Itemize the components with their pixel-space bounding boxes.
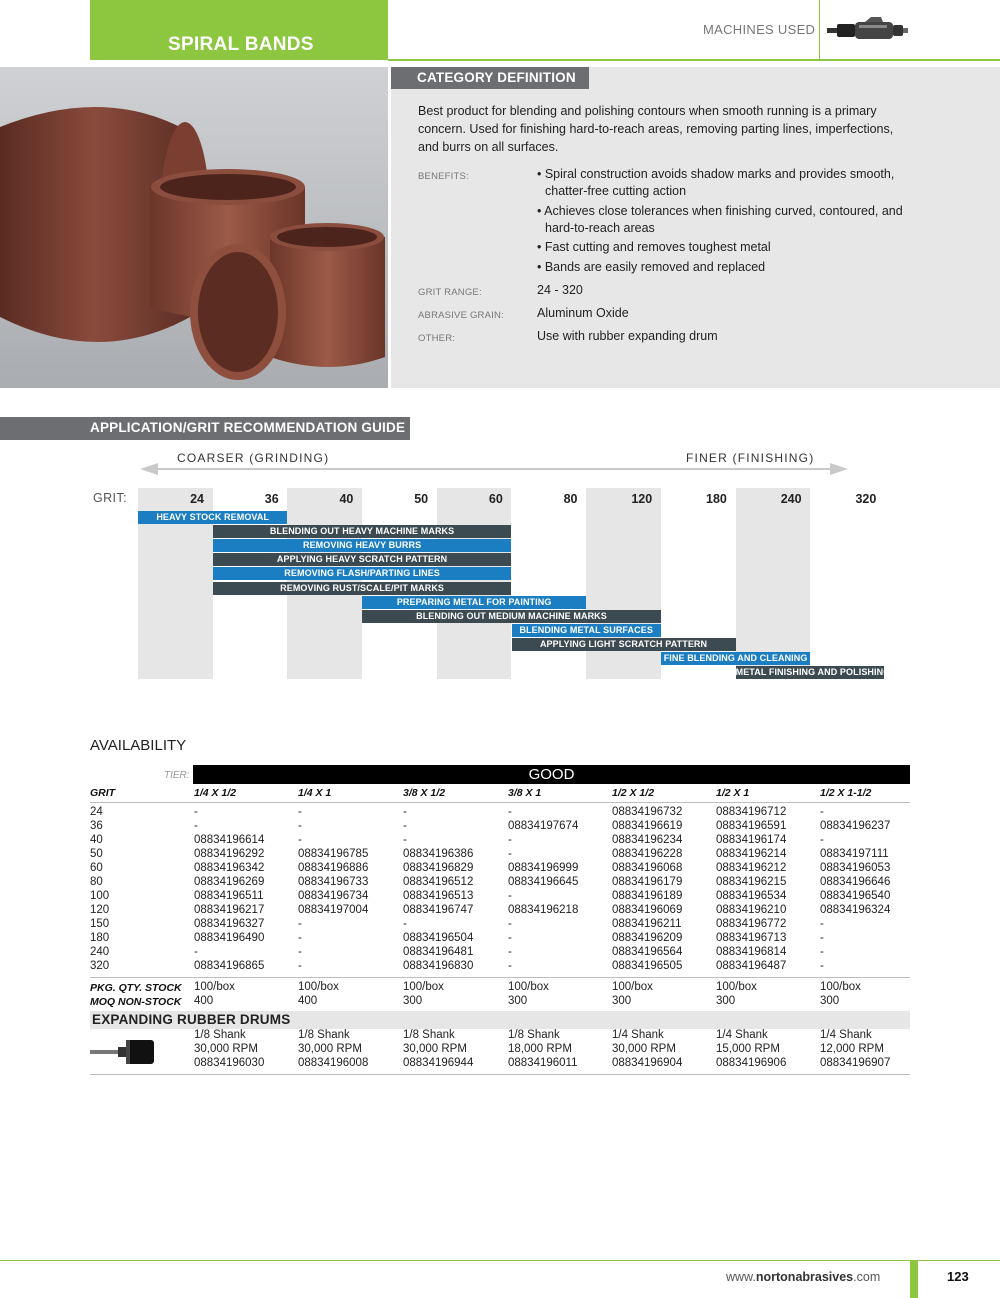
part-number-cell: 08834196215	[716, 876, 787, 888]
pkg-qty-cell: 100/box	[403, 981, 444, 993]
category-heading: CATEGORY DEFINITION	[391, 67, 589, 89]
tier-good-bar: GOOD	[193, 765, 910, 784]
drums-title: EXPANDING RUBBER DRUMS	[92, 1012, 291, 1027]
part-number-cell: -	[820, 960, 824, 972]
grit-axis-label: GRIT:	[93, 491, 127, 505]
grit-value: 40	[339, 492, 354, 506]
drum-rpm: 30,000 RPM	[403, 1043, 467, 1055]
part-number-cell: 08834196234	[612, 834, 683, 846]
size-column-header: 3/8 X 1	[508, 787, 542, 799]
drum-part-number: 08834196011	[508, 1057, 578, 1069]
pkg-qty-cell: 100/box	[716, 981, 757, 993]
part-number-cell: -	[508, 806, 512, 818]
part-number-cell: 08834196614	[194, 834, 265, 846]
part-number-cell: -	[298, 806, 302, 818]
drum-rpm: 12,000 RPM	[820, 1043, 884, 1055]
header-rule	[388, 59, 1000, 61]
part-number-cell: 08834196829	[403, 862, 474, 874]
table-divider	[90, 977, 910, 978]
part-number-cell: 08834196733	[298, 876, 369, 888]
abrasive-grain-value: Aluminum Oxide	[537, 306, 629, 320]
row-grit: 180	[90, 932, 110, 944]
part-number-cell: -	[508, 918, 512, 930]
part-number-cell: 08834196712	[716, 806, 787, 818]
row-grit: 40	[90, 834, 103, 846]
drum-part-number: 08834196904	[612, 1057, 683, 1069]
grit-column-shade	[736, 488, 811, 679]
application-bar: APPLYING LIGHT SCRATCH PATTERN	[512, 638, 736, 651]
part-number-cell: 08834196481	[403, 946, 474, 958]
part-number-cell: 08834196734	[298, 890, 369, 902]
part-number-cell: 08834196645	[508, 876, 579, 888]
grit-value: 24	[190, 492, 204, 506]
part-number-cell: 08834196505	[612, 960, 683, 972]
drum-part-number: 08834196944	[403, 1057, 474, 1069]
part-number-cell: 08834196504	[403, 932, 474, 944]
part-number-cell: 08834197674	[508, 820, 579, 832]
benefit-item: • Spiral construction avoids shadow marks and provides smooth, chatter-free cutting action	[537, 167, 895, 198]
part-number-cell: -	[820, 932, 824, 944]
part-number-cell: 08834196772	[716, 918, 787, 930]
part-number-cell: 08834196210	[716, 904, 787, 916]
size-column-header: 3/8 X 1/2	[403, 787, 446, 799]
pkg-qty-cell: 100/box	[612, 981, 653, 993]
grit-value: 60	[488, 492, 503, 506]
part-number-cell: 08834196564	[612, 946, 683, 958]
part-number-cell: -	[508, 946, 512, 958]
part-number-cell: 08834196619	[612, 820, 683, 832]
part-number-cell: -	[403, 820, 407, 832]
other-label: OTHER:	[418, 333, 456, 344]
grit-value: 240	[780, 492, 802, 506]
row-grit: 150	[90, 918, 110, 930]
application-bar: BLENDING METAL SURFACES	[512, 624, 661, 637]
drum-rpm: 30,000 RPM	[298, 1043, 362, 1055]
part-number-cell: 08834196212	[716, 862, 787, 874]
moq-cell: 400	[194, 995, 214, 1007]
part-number-cell: 08834196747	[403, 904, 474, 916]
drum-shank: 1/8 Shank	[194, 1029, 246, 1041]
grit-value: 120	[631, 492, 653, 506]
moq-cell: 300	[612, 995, 632, 1007]
part-number-cell: 08834196865	[194, 960, 265, 972]
rubber-drum-icon	[90, 1037, 156, 1067]
drum-shank: 1/4 Shank	[612, 1029, 664, 1041]
part-number-cell: 08834196342	[194, 862, 265, 874]
size-column-header: 1/2 X 1	[716, 787, 750, 799]
tier-label: TIER:	[164, 770, 190, 781]
row-grit: 120	[90, 904, 110, 916]
grit-value: 80	[563, 492, 578, 506]
drum-shank: 1/4 Shank	[820, 1029, 872, 1041]
footer-rule	[0, 1260, 1000, 1261]
part-number-cell: -	[194, 946, 198, 958]
size-column-header: 1/4 X 1/2	[194, 787, 237, 799]
moq-cell: 400	[298, 995, 318, 1007]
drum-shank: 1/8 Shank	[508, 1029, 560, 1041]
part-number-cell: 08834196732	[612, 806, 683, 818]
part-number-cell: -	[820, 918, 824, 930]
url-suffix: .com	[853, 1270, 881, 1284]
page-number: 123	[947, 1269, 969, 1284]
row-grit: 50	[90, 848, 103, 860]
url-domain: nortonabrasives	[755, 1270, 854, 1284]
part-number-cell: 08834196214	[716, 848, 787, 860]
drum-shank: 1/8 Shank	[403, 1029, 455, 1041]
row-grit: 60	[90, 862, 103, 874]
moq-cell: 300	[403, 995, 423, 1007]
arrow-left-icon	[140, 463, 158, 475]
pkg-qty-cell: 100/box	[508, 981, 549, 993]
part-number-cell: 08834196386	[403, 848, 474, 860]
part-number-cell: 08834196053	[820, 862, 891, 874]
part-number-cell: -	[298, 960, 302, 972]
part-number-cell: 08834196292	[194, 848, 265, 860]
product-photo	[0, 67, 388, 388]
part-number-cell: 08834196237	[820, 820, 891, 832]
application-bar: REMOVING FLASH/PARTING LINES	[213, 567, 512, 580]
die-grinder-icon	[825, 16, 910, 46]
pkg-qty-cell: 100/box	[194, 981, 235, 993]
benefit-item: • Achieves close tolerances when finishing curved, contoured, and hard-to-reach areas	[537, 204, 903, 235]
part-number-cell: 08834196713	[716, 932, 787, 944]
drum-part-number: 08834196907	[820, 1057, 891, 1069]
coarser-label: COARSER (GRINDING)	[177, 451, 330, 465]
grit-value: 50	[414, 492, 429, 506]
part-number-cell: 08834196646	[820, 876, 891, 888]
row-grit: 240	[90, 946, 110, 958]
part-number-cell: 08834196174	[716, 834, 787, 846]
application-bar: PREPARING METAL FOR PAINTING	[362, 596, 586, 609]
drum-rpm: 30,000 RPM	[612, 1043, 676, 1055]
category-description: Best product for blending and polishing contours when smooth running is a primary concern. Used for finishing hard-to-reach areas, removing parting lines, imperfections, and burrs on all surfaces.	[418, 104, 894, 154]
moq-cell: 300	[716, 995, 736, 1007]
part-number-cell: 08834196069	[612, 904, 683, 916]
guide-heading: APPLICATION/GRIT RECOMMENDATION GUIDE	[0, 417, 410, 440]
machines-used-label: MACHINES USED	[703, 22, 816, 37]
abrasive-grain-label: ABRASIVE GRAIN:	[418, 310, 504, 321]
application-bar: BLENDING OUT MEDIUM MACHINE MARKS	[362, 610, 661, 623]
pkg-qty-cell: 100/box	[298, 981, 339, 993]
part-number-cell: -	[194, 806, 198, 818]
finer-label: FINER (FINISHING)	[686, 451, 815, 465]
drum-shank: 1/4 Shank	[716, 1029, 768, 1041]
part-number-cell: -	[820, 806, 824, 818]
part-number-cell: -	[508, 834, 512, 846]
part-number-cell: -	[820, 946, 824, 958]
part-number-cell: 08834196512	[403, 876, 474, 888]
application-bar: BLENDING OUT HEAVY MACHINE MARKS	[213, 525, 512, 538]
arrow-right-icon	[830, 463, 848, 475]
table-divider	[90, 1074, 910, 1075]
drum-rpm: 18,000 RPM	[508, 1043, 572, 1055]
grit-value: 180	[706, 492, 727, 506]
application-bar: APPLYING HEAVY SCRATCH PATTERN	[213, 553, 512, 566]
application-bar: FINE BLENDING AND CLEANING	[661, 652, 810, 665]
part-number-cell: -	[298, 946, 302, 958]
other-value: Use with rubber expanding drum	[537, 329, 718, 343]
part-number-cell: 08834196228	[612, 848, 683, 860]
benefit-item: • Fast cutting and removes toughest metal	[537, 240, 771, 254]
part-number-cell: 08834196179	[612, 876, 683, 888]
part-number-cell: 08834196785	[298, 848, 369, 860]
part-number-cell: 08834196217	[194, 904, 265, 916]
part-number-cell: 08834196814	[716, 946, 787, 958]
part-number-cell: 08834196511	[194, 890, 264, 902]
row-grit: 36	[90, 820, 103, 832]
drum-rpm: 30,000 RPM	[194, 1043, 258, 1055]
grit-value: 320	[855, 492, 877, 506]
part-number-cell: 08834196068	[612, 862, 683, 874]
grit-range-value: 24 - 320	[537, 283, 583, 297]
part-number-cell: 08834196324	[820, 904, 891, 916]
size-column-header: 1/2 X 1-1/2	[820, 787, 872, 799]
part-number-cell: 08834196327	[194, 918, 265, 930]
part-number-cell: 08834196513	[403, 890, 474, 902]
part-number-cell: 08834197004	[298, 904, 369, 916]
part-number-cell: -	[508, 890, 512, 902]
row-grit: 80	[90, 876, 103, 888]
part-number-cell: -	[298, 918, 302, 930]
drum-part-number: 08834196030	[194, 1057, 265, 1069]
pkg-qty-label: PKG. QTY. STOCK	[90, 982, 182, 994]
drum-rpm: 15,000 RPM	[716, 1043, 780, 1055]
part-number-cell: 08834196591	[716, 820, 787, 832]
part-number-cell: 08834196830	[403, 960, 474, 972]
row-grit: 24	[90, 806, 103, 818]
benefit-item: • Bands are easily removed and replaced	[537, 260, 766, 274]
footer-accent-bar	[910, 1260, 918, 1298]
part-number-cell: -	[508, 848, 512, 860]
part-number-cell: -	[820, 834, 824, 846]
part-number-cell: 08834196269	[194, 876, 265, 888]
grit-column-header: GRIT	[90, 787, 116, 799]
part-number-cell: 08834196999	[508, 862, 579, 874]
size-column-header: 1/2 X 1/2	[612, 787, 655, 799]
part-number-cell: -	[508, 932, 512, 944]
part-number-cell: -	[194, 820, 198, 832]
part-number-cell: -	[298, 932, 302, 944]
header-separator	[819, 0, 820, 60]
part-number-cell: 08834196487	[716, 960, 787, 972]
grit-arrow-line	[155, 468, 835, 470]
size-column-header: 1/4 X 1	[298, 787, 332, 799]
part-number-cell: 08834196209	[612, 932, 683, 944]
part-number-cell: 08834196490	[194, 932, 265, 944]
part-number-cell: -	[298, 820, 302, 832]
part-number-cell: 08834196211	[612, 918, 682, 930]
part-number-cell: -	[298, 834, 302, 846]
part-number-cell: -	[403, 834, 407, 846]
benefits-label: BENEFITS:	[418, 171, 469, 182]
drum-part-number: 08834196906	[716, 1057, 787, 1069]
part-number-cell: 08834196189	[612, 890, 683, 902]
part-number-cell: 08834196218	[508, 904, 579, 916]
part-number-cell: -	[403, 806, 407, 818]
part-number-cell: -	[508, 960, 512, 972]
availability-title: AVAILABILITY	[90, 737, 187, 754]
moq-label: MOQ NON-STOCK	[90, 996, 182, 1008]
moq-cell: 300	[508, 995, 528, 1007]
page-title: SPIRAL BANDS	[168, 34, 314, 55]
moq-cell: 300	[820, 995, 840, 1007]
application-bar: REMOVING RUST/SCALE/PIT MARKS	[213, 582, 512, 595]
part-number-cell: 08834197111	[820, 848, 889, 860]
drum-shank: 1/8 Shank	[298, 1029, 350, 1041]
pkg-qty-cell: 100/box	[820, 981, 861, 993]
row-grit: 100	[90, 890, 110, 902]
part-number-cell: 08834196540	[820, 890, 891, 902]
url-prefix: www.	[726, 1270, 756, 1284]
application-bar: METAL FINISHING AND POLISHING	[735, 667, 891, 678]
drum-part-number: 08834196008	[298, 1057, 369, 1069]
application-bar: HEAVY STOCK REMOVAL	[138, 511, 287, 524]
table-divider	[90, 802, 910, 803]
website-link[interactable]	[726, 1270, 880, 1284]
grit-value: 36	[264, 492, 279, 506]
grit-range-label: GRIT RANGE:	[418, 287, 482, 298]
row-grit: 320	[90, 960, 110, 972]
part-number-cell: 08834196534	[716, 890, 787, 902]
part-number-cell: -	[403, 918, 407, 930]
title-block	[90, 0, 388, 60]
part-number-cell: 08834196886	[298, 862, 369, 874]
application-bar: REMOVING HEAVY BURRS	[213, 539, 512, 552]
